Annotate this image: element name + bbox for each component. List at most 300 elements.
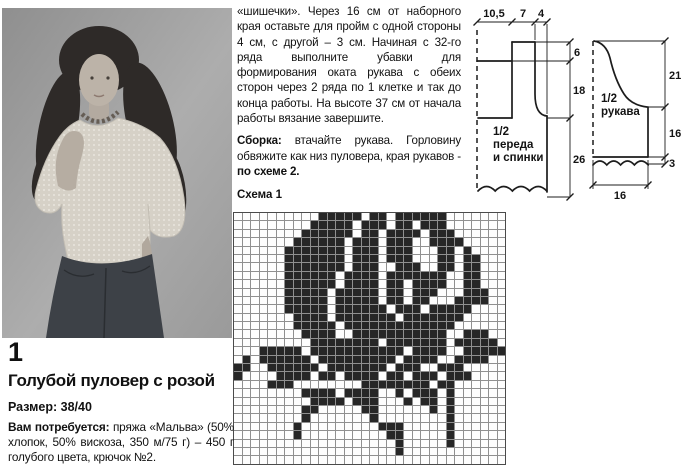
chart-cell-filled (294, 280, 302, 287)
chart-cell-filled (353, 238, 361, 245)
chart-cell-filled (430, 272, 438, 279)
chart-cell-filled (328, 238, 336, 245)
chart-cell-empty (481, 322, 489, 329)
chart-cell-empty (285, 238, 293, 245)
chart-cell-empty (472, 314, 480, 321)
chart-cell-empty (387, 456, 395, 463)
chart-cell-empty (260, 364, 268, 371)
chart-cell-filled (311, 297, 319, 304)
chart-cell-empty (481, 389, 489, 396)
chart-cell-empty (302, 347, 310, 354)
chart-cell-filled (472, 339, 480, 346)
chart-cell-filled (387, 339, 395, 346)
chart-cell-empty (260, 440, 268, 447)
chart-cell-empty (277, 280, 285, 287)
chart-cell-empty (498, 356, 506, 363)
sleeve-diagram (590, 38, 682, 203)
chart-cell-empty (489, 431, 497, 438)
dim-sleeve-bottom-16: 16 (613, 190, 627, 202)
chart-cell-filled (319, 272, 327, 279)
chart-cell-filled (302, 364, 310, 371)
chart-cell-empty (251, 322, 259, 329)
chart-cell-filled (396, 280, 404, 287)
chart-cell-filled (387, 431, 395, 438)
chart-cell-empty (243, 423, 251, 430)
chart-cell-empty (268, 389, 276, 396)
chart-cell-filled (404, 330, 412, 337)
chart-cell-filled (413, 339, 421, 346)
chart-cell-filled (404, 314, 412, 321)
chart-cell-empty (294, 221, 302, 228)
chart-cell-empty (455, 381, 463, 388)
chart-cell-filled (362, 289, 370, 296)
chart-cell-empty (243, 456, 251, 463)
chart-cell-empty (489, 297, 497, 304)
chart-cell-empty (404, 423, 412, 430)
chart-cell-empty (234, 347, 242, 354)
chart-cell-filled (319, 305, 327, 312)
chart-cell-empty (251, 255, 259, 262)
chart-cell-empty (311, 456, 319, 463)
chart-cell-empty (430, 423, 438, 430)
chart-cell-filled (277, 372, 285, 379)
chart-cell-filled (370, 289, 378, 296)
chart-cell-empty (268, 213, 276, 220)
chart-cell-filled (396, 440, 404, 447)
chart-cell-empty (243, 322, 251, 329)
chart-cell-empty (260, 238, 268, 245)
chart-cell-filled (336, 314, 344, 321)
chart-cell-empty (387, 440, 395, 447)
chart-cell-filled (311, 230, 319, 237)
chart-cell-empty (243, 414, 251, 421)
chart-cell-empty (260, 263, 268, 270)
chart-cell-filled (370, 389, 378, 396)
chart-cell-filled (430, 221, 438, 228)
chart-cell-filled (430, 356, 438, 363)
chart-cell-empty (336, 456, 344, 463)
chart-cell-empty (294, 381, 302, 388)
chart-cell-filled (328, 339, 336, 346)
chart-cell-empty (413, 414, 421, 421)
chart-cell-empty (336, 414, 344, 421)
chart-cell-filled (353, 213, 361, 220)
chart-cell-empty (498, 322, 506, 329)
chart-cell-filled (302, 372, 310, 379)
chart-cell-filled (336, 305, 344, 312)
chart-cell-filled (421, 213, 429, 220)
chart-cell-empty (268, 440, 276, 447)
chart-cell-filled (430, 406, 438, 413)
chart-cell-filled (362, 347, 370, 354)
chart-cell-empty (251, 431, 259, 438)
chart-cell-filled (345, 230, 353, 237)
chart-cell-empty (455, 280, 463, 287)
chart-cell-empty (319, 456, 327, 463)
chart-cell-filled (396, 330, 404, 337)
chart-cell-empty (336, 322, 344, 329)
instructions-column (237, 4, 461, 186)
chart-cell-filled (447, 305, 455, 312)
chart-cell-empty (234, 339, 242, 346)
chart-cell-filled (379, 423, 387, 430)
chart-cell-filled (243, 364, 251, 371)
chart-cell-filled (353, 305, 361, 312)
chart-cell-empty (285, 406, 293, 413)
chart-cell-empty (464, 448, 472, 455)
chart-cell-filled (413, 381, 421, 388)
chart-cell-empty (498, 305, 506, 312)
chart-cell-filled (285, 280, 293, 287)
chart-cell-filled (328, 398, 336, 405)
chart-cell-empty (353, 431, 361, 438)
chart-cell-empty (243, 297, 251, 304)
chart-cell-filled (413, 347, 421, 354)
chart-cell-filled (285, 347, 293, 354)
chart-cell-filled (370, 339, 378, 346)
chart-cell-empty (285, 230, 293, 237)
chart-cell-empty (438, 389, 446, 396)
chart-cell-empty (311, 423, 319, 430)
chart-cell-empty (379, 339, 387, 346)
chart-title: Схема 1 (237, 189, 283, 201)
chart-cell-empty (251, 398, 259, 405)
chart-cell-filled (481, 339, 489, 346)
chart-cell-empty (404, 289, 412, 296)
chart-cell-empty (481, 456, 489, 463)
chart-cell-empty (234, 255, 242, 262)
chart-cell-empty (455, 330, 463, 337)
chart-cell-filled (447, 440, 455, 447)
chart-cell-filled (387, 230, 395, 237)
chart-cell-empty (319, 448, 327, 455)
chart-cell-filled (294, 289, 302, 296)
chart-cell-filled (362, 280, 370, 287)
chart-cell-filled (277, 364, 285, 371)
chart-cell-filled (404, 238, 412, 245)
chart-cell-filled (336, 398, 344, 405)
chart-cell-empty (455, 289, 463, 296)
chart-cell-filled (336, 356, 344, 363)
chart-cell-filled (311, 322, 319, 329)
chart-cell-filled (404, 263, 412, 270)
chart-cell-empty (379, 289, 387, 296)
chart-cell-filled (387, 322, 395, 329)
chart-cell-filled (396, 339, 404, 346)
chart-cell-filled (430, 230, 438, 237)
chart-cell-filled (447, 431, 455, 438)
chart-cell-filled (413, 305, 421, 312)
chart-cell-filled (404, 213, 412, 220)
chart-cell-empty (498, 440, 506, 447)
chart-cell-filled (328, 213, 336, 220)
chart-cell-empty (421, 230, 429, 237)
chart-cell-filled (311, 347, 319, 354)
dim-sleeve-16: 16 (669, 128, 682, 140)
chart-cell-filled (302, 289, 310, 296)
chart-cell-filled (336, 347, 344, 354)
chart-cell-empty (294, 339, 302, 346)
chart-cell-filled (421, 221, 429, 228)
chart-cell-empty (430, 440, 438, 447)
chart-cell-empty (234, 238, 242, 245)
chart-cell-filled (464, 289, 472, 296)
pattern-info (8, 338, 234, 464)
chart-cell-empty (311, 356, 319, 363)
chart-cell-filled (413, 314, 421, 321)
chart-cell-filled (464, 339, 472, 346)
chart-cell-empty (345, 255, 353, 262)
chart-cell-empty (379, 263, 387, 270)
chart-cell-filled (447, 364, 455, 371)
chart-cell-filled (387, 330, 395, 337)
chart-cell-empty (498, 431, 506, 438)
chart-cell-empty (455, 213, 463, 220)
chart-cell-empty (379, 372, 387, 379)
chart-cell-filled (430, 372, 438, 379)
chart-cell-filled (370, 347, 378, 354)
chart-cell-empty (489, 381, 497, 388)
chart-cell-filled (387, 289, 395, 296)
chart-cell-empty (472, 440, 480, 447)
chart-cell-empty (421, 305, 429, 312)
chart-cell-filled (447, 263, 455, 270)
chart-cell-empty (498, 423, 506, 430)
chart-cell-empty (277, 213, 285, 220)
chart-cell-empty (472, 456, 480, 463)
chart-cell-empty (251, 414, 259, 421)
chart-cell-filled (362, 272, 370, 279)
chart-cell-empty (234, 389, 242, 396)
chart-cell-empty (302, 440, 310, 447)
chart-cell-empty (489, 238, 497, 245)
chart-cell-filled (370, 238, 378, 245)
chart-cell-empty (243, 255, 251, 262)
chart-cell-filled (447, 322, 455, 329)
chart-cell-empty (251, 213, 259, 220)
chart-cell-empty (260, 381, 268, 388)
chart-cell-empty (464, 238, 472, 245)
chart-cell-filled (472, 356, 480, 363)
chart-cell-filled (370, 364, 378, 371)
chart-cell-filled (319, 230, 327, 237)
chart-cell-empty (319, 414, 327, 421)
chart-cell-empty (481, 213, 489, 220)
chart-cell-empty (455, 347, 463, 354)
chart-cell-empty (285, 423, 293, 430)
chart-cell-filled (345, 372, 353, 379)
chart-cell-filled (472, 255, 480, 262)
chart-cell-empty (319, 431, 327, 438)
sleeve-label-1: 1/2 (601, 93, 617, 105)
chart-cell-filled (294, 423, 302, 430)
chart-cell-filled (396, 364, 404, 371)
chart-cell-empty (489, 230, 497, 237)
chart-cell-empty (285, 448, 293, 455)
chart-cell-filled (396, 255, 404, 262)
chart-cell-filled (447, 398, 455, 405)
chart-cell-filled (277, 381, 285, 388)
chart-cell-empty (379, 238, 387, 245)
chart-cell-filled (421, 297, 429, 304)
chart-cell-filled (481, 297, 489, 304)
chart-cell-empty (328, 406, 336, 413)
chart-cell-filled (455, 314, 463, 321)
chart-cell-empty (277, 322, 285, 329)
chart-cell-filled (370, 280, 378, 287)
chart-cell-filled (302, 406, 310, 413)
chart-cell-filled (447, 247, 455, 254)
chart-cell-empty (421, 247, 429, 254)
chart-cell-filled (362, 314, 370, 321)
chart-cell-empty (370, 423, 378, 430)
chart-cell-empty (243, 289, 251, 296)
chart-cell-empty (455, 272, 463, 279)
chart-cell-empty (277, 230, 285, 237)
chart-cell-empty (260, 221, 268, 228)
chart-cell-empty (455, 230, 463, 237)
chart-cell-empty (243, 372, 251, 379)
chart-cell-filled (413, 297, 421, 304)
chart-cell-filled (438, 381, 446, 388)
chart-cell-filled (464, 356, 472, 363)
chart-cell-filled (438, 263, 446, 270)
chart-cell-filled (336, 364, 344, 371)
chart-cell-empty (268, 297, 276, 304)
chart-cell-filled (311, 364, 319, 371)
chart-cell-empty (251, 456, 259, 463)
chart-cell-filled (311, 221, 319, 228)
chart-cell-filled (345, 322, 353, 329)
chart-cell-filled (362, 322, 370, 329)
chart-cell-empty (302, 221, 310, 228)
chart-cell-filled (260, 347, 268, 354)
chart-cell-filled (438, 230, 446, 237)
chart-cell-empty (328, 423, 336, 430)
chart-cell-filled (447, 381, 455, 388)
chart-cell-empty (234, 272, 242, 279)
chart-cell-filled (387, 423, 395, 430)
chart-cell-filled (302, 263, 310, 270)
chart-cell-filled (447, 314, 455, 321)
chart-cell-empty (243, 347, 251, 354)
chart-cell-filled (396, 221, 404, 228)
chart-cell-empty (319, 381, 327, 388)
chart-cell-empty (260, 272, 268, 279)
chart-cell-filled (438, 322, 446, 329)
chart-cell-filled (311, 263, 319, 270)
chart-cell-empty (234, 398, 242, 405)
chart-cell-filled (413, 372, 421, 379)
chart-cell-empty (294, 456, 302, 463)
chart-cell-empty (311, 381, 319, 388)
chart-cell-empty (311, 431, 319, 438)
chart-cell-filled (311, 289, 319, 296)
chart-cell-filled (336, 263, 344, 270)
chart-cell-empty (311, 448, 319, 455)
chart-cell-empty (489, 255, 497, 262)
chart-cell-empty (319, 364, 327, 371)
chart-cell-empty (285, 414, 293, 421)
chart-cell-empty (234, 431, 242, 438)
chart-cell-empty (268, 230, 276, 237)
chart-cell-empty (421, 255, 429, 262)
chart-cell-empty (404, 448, 412, 455)
chart-cell-empty (268, 263, 276, 270)
chart-cell-empty (328, 440, 336, 447)
chart-cell-filled (302, 330, 310, 337)
chart-cell-filled (404, 381, 412, 388)
dim-front-4: 4 (537, 8, 545, 20)
chart-cell-empty (387, 406, 395, 413)
chart-cell-empty (438, 456, 446, 463)
chart-cell-empty (421, 414, 429, 421)
chart-cell-empty (336, 330, 344, 337)
chart-cell-filled (362, 339, 370, 346)
chart-cell-empty (277, 330, 285, 337)
chart-cell-filled (370, 356, 378, 363)
chart-cell-filled (336, 221, 344, 228)
chart-cell-empty (251, 289, 259, 296)
chart-cell-empty (370, 440, 378, 447)
chart-cell-filled (353, 356, 361, 363)
chart-cell-empty (311, 213, 319, 220)
chart-cell-filled (336, 289, 344, 296)
chart-cell-filled (472, 297, 480, 304)
chart-cell-empty (379, 297, 387, 304)
chart-cell-empty (379, 456, 387, 463)
chart-cell-empty (396, 356, 404, 363)
chart-cell-empty (345, 406, 353, 413)
chart-cell-empty (489, 448, 497, 455)
chart-cell-empty (455, 263, 463, 270)
chart-cell-filled (413, 230, 421, 237)
chart-cell-filled (455, 238, 463, 245)
chart-cell-empty (234, 440, 242, 447)
chart-cell-filled (370, 272, 378, 279)
chart-cell-filled (379, 314, 387, 321)
rose-chart-grid (233, 212, 506, 465)
chart-cell-empty (464, 456, 472, 463)
chart-cell-empty (260, 448, 268, 455)
chart-cell-empty (285, 398, 293, 405)
jeans (46, 254, 164, 338)
chart-cell-empty (455, 322, 463, 329)
chart-cell-empty (489, 289, 497, 296)
chart-cell-empty (362, 414, 370, 421)
chart-cell-filled (413, 330, 421, 337)
chart-cell-empty (234, 456, 242, 463)
chart-cell-empty (294, 213, 302, 220)
chart-cell-empty (498, 372, 506, 379)
chart-cell-empty (498, 456, 506, 463)
chart-cell-empty (489, 213, 497, 220)
chart-cell-filled (345, 221, 353, 228)
chart-cell-empty (345, 456, 353, 463)
chart-cell-empty (438, 448, 446, 455)
chart-cell-empty (489, 305, 497, 312)
chart-cell-empty (464, 221, 472, 228)
chart-cell-filled (447, 230, 455, 237)
chart-cell-empty (498, 213, 506, 220)
chart-cell-empty (396, 406, 404, 413)
chart-cell-filled (438, 364, 446, 371)
chart-cell-empty (353, 381, 361, 388)
chart-cell-empty (268, 398, 276, 405)
chart-cell-empty (277, 221, 285, 228)
chart-cell-empty (243, 330, 251, 337)
chart-cell-filled (438, 238, 446, 245)
